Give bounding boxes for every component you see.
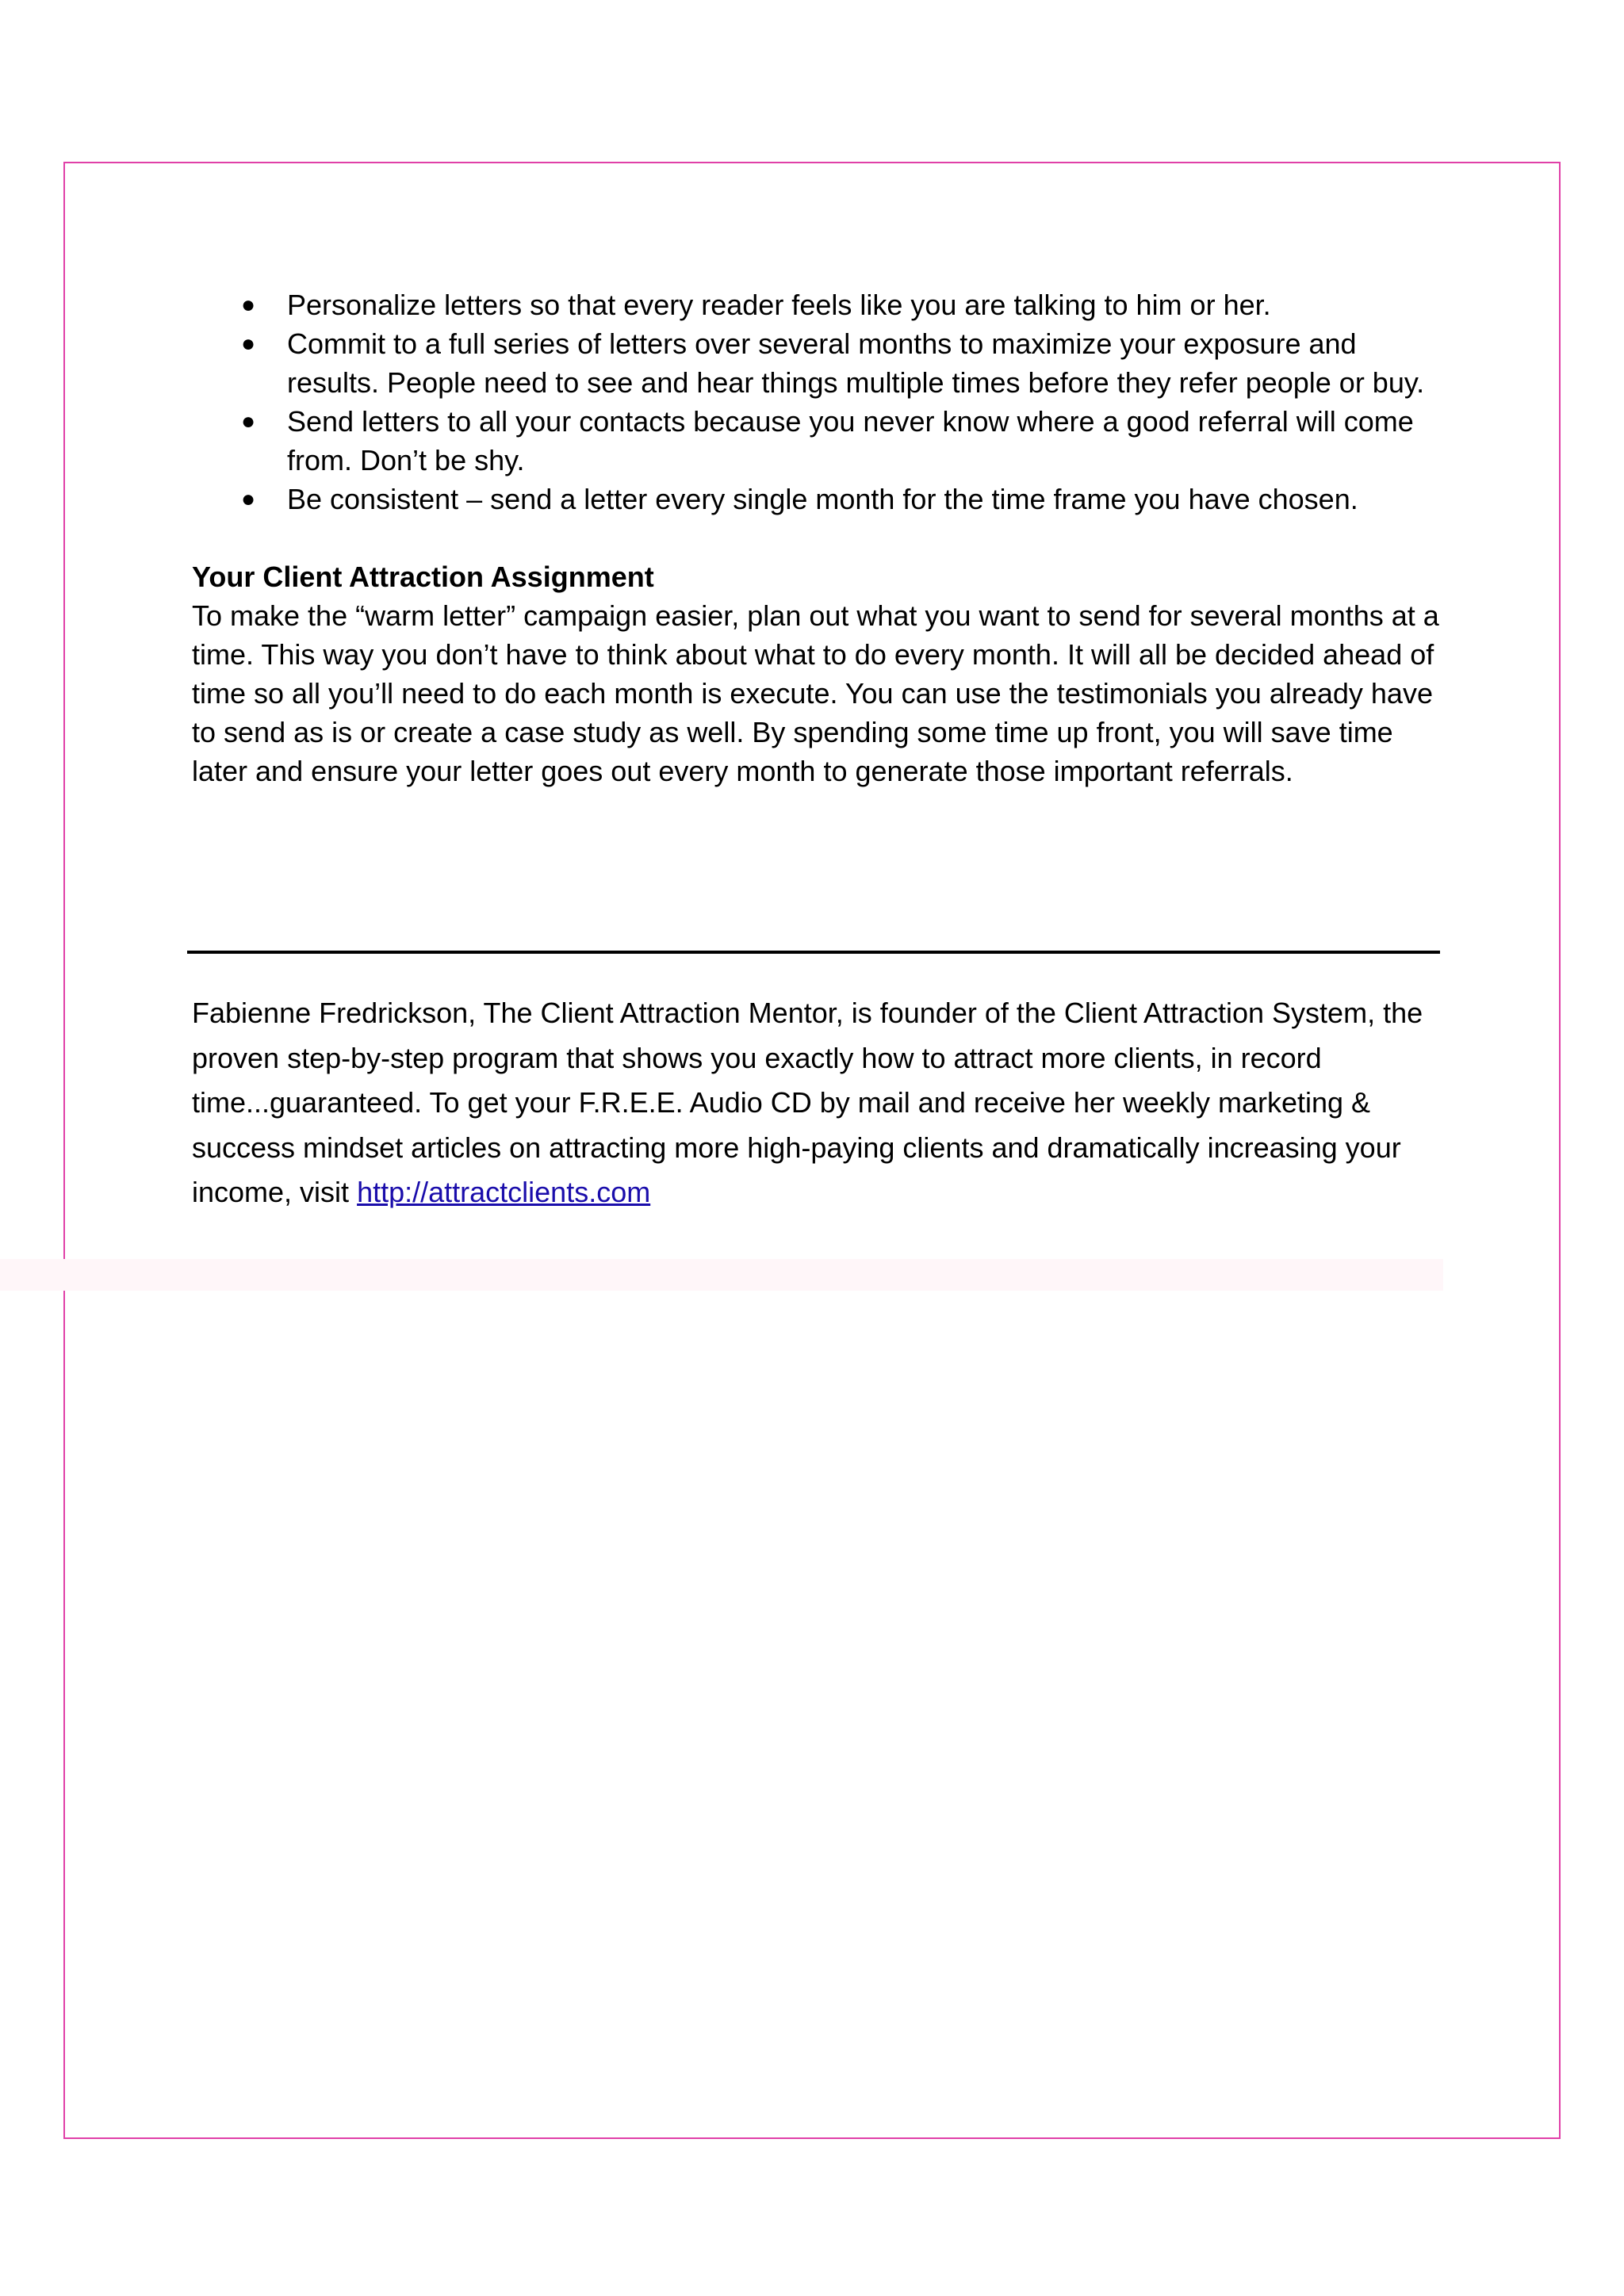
tint-band bbox=[0, 1259, 1443, 1291]
bullet-icon: ● bbox=[241, 292, 256, 318]
bio-text: Fabienne Fredrickson, The Client Attraction Mentor, is founder of the Client Attraction System, the proven step-by-step program that shows you exactly how to attract more clients, in record time...guaranteed. To get your F.R.E.E. Audio CD by mail and receive her weekly marketing & success mindset articles on attracting more high-paying clients and dramatically increasing your income, visit bbox=[192, 997, 1423, 1208]
bullet-icon: ● bbox=[241, 486, 256, 512]
bullet-icon: ● bbox=[241, 408, 256, 434]
list-item bbox=[192, 402, 1445, 480]
list-item-text: Commit to a full series of letters over several months to maximize your exposure and results. People need to see and hear things multiple times before they refer people or buy. bbox=[287, 327, 1425, 399]
bullet-icon: ● bbox=[241, 331, 256, 357]
document-content bbox=[192, 285, 1445, 790]
website-link[interactable]: http://attractclients.com bbox=[357, 1176, 651, 1208]
list-item bbox=[192, 480, 1445, 519]
list-item-text: Personalize letters so that every reader feels like you are talking to him or her. bbox=[287, 289, 1271, 321]
list-item-text: Be consistent – send a letter every single month for the time frame you have chosen. bbox=[287, 483, 1358, 515]
section-divider bbox=[187, 951, 1440, 954]
assignment-section bbox=[192, 557, 1445, 790]
assignment-body: To make the “warm letter” campaign easier, plan out what you want to send for several months at a time. This way you don’t have to think about what to do every month. It will all be decided ahead of time so all you’ll need to do each month is execute. You can use the testimonials you already have to send as is or create a case study as well. By spending some time up front, you will save time later and ensure your letter goes out every month to generate those important referrals. bbox=[192, 599, 1439, 787]
assignment-heading: Your Client Attraction Assignment bbox=[192, 561, 654, 593]
list-item bbox=[192, 285, 1445, 324]
list-item-text: Send letters to all your contacts because you never know where a good referral will come from. Don’t be shy. bbox=[287, 405, 1414, 476]
tips-list bbox=[192, 285, 1445, 519]
list-item bbox=[192, 324, 1445, 402]
author-bio bbox=[192, 991, 1445, 1215]
